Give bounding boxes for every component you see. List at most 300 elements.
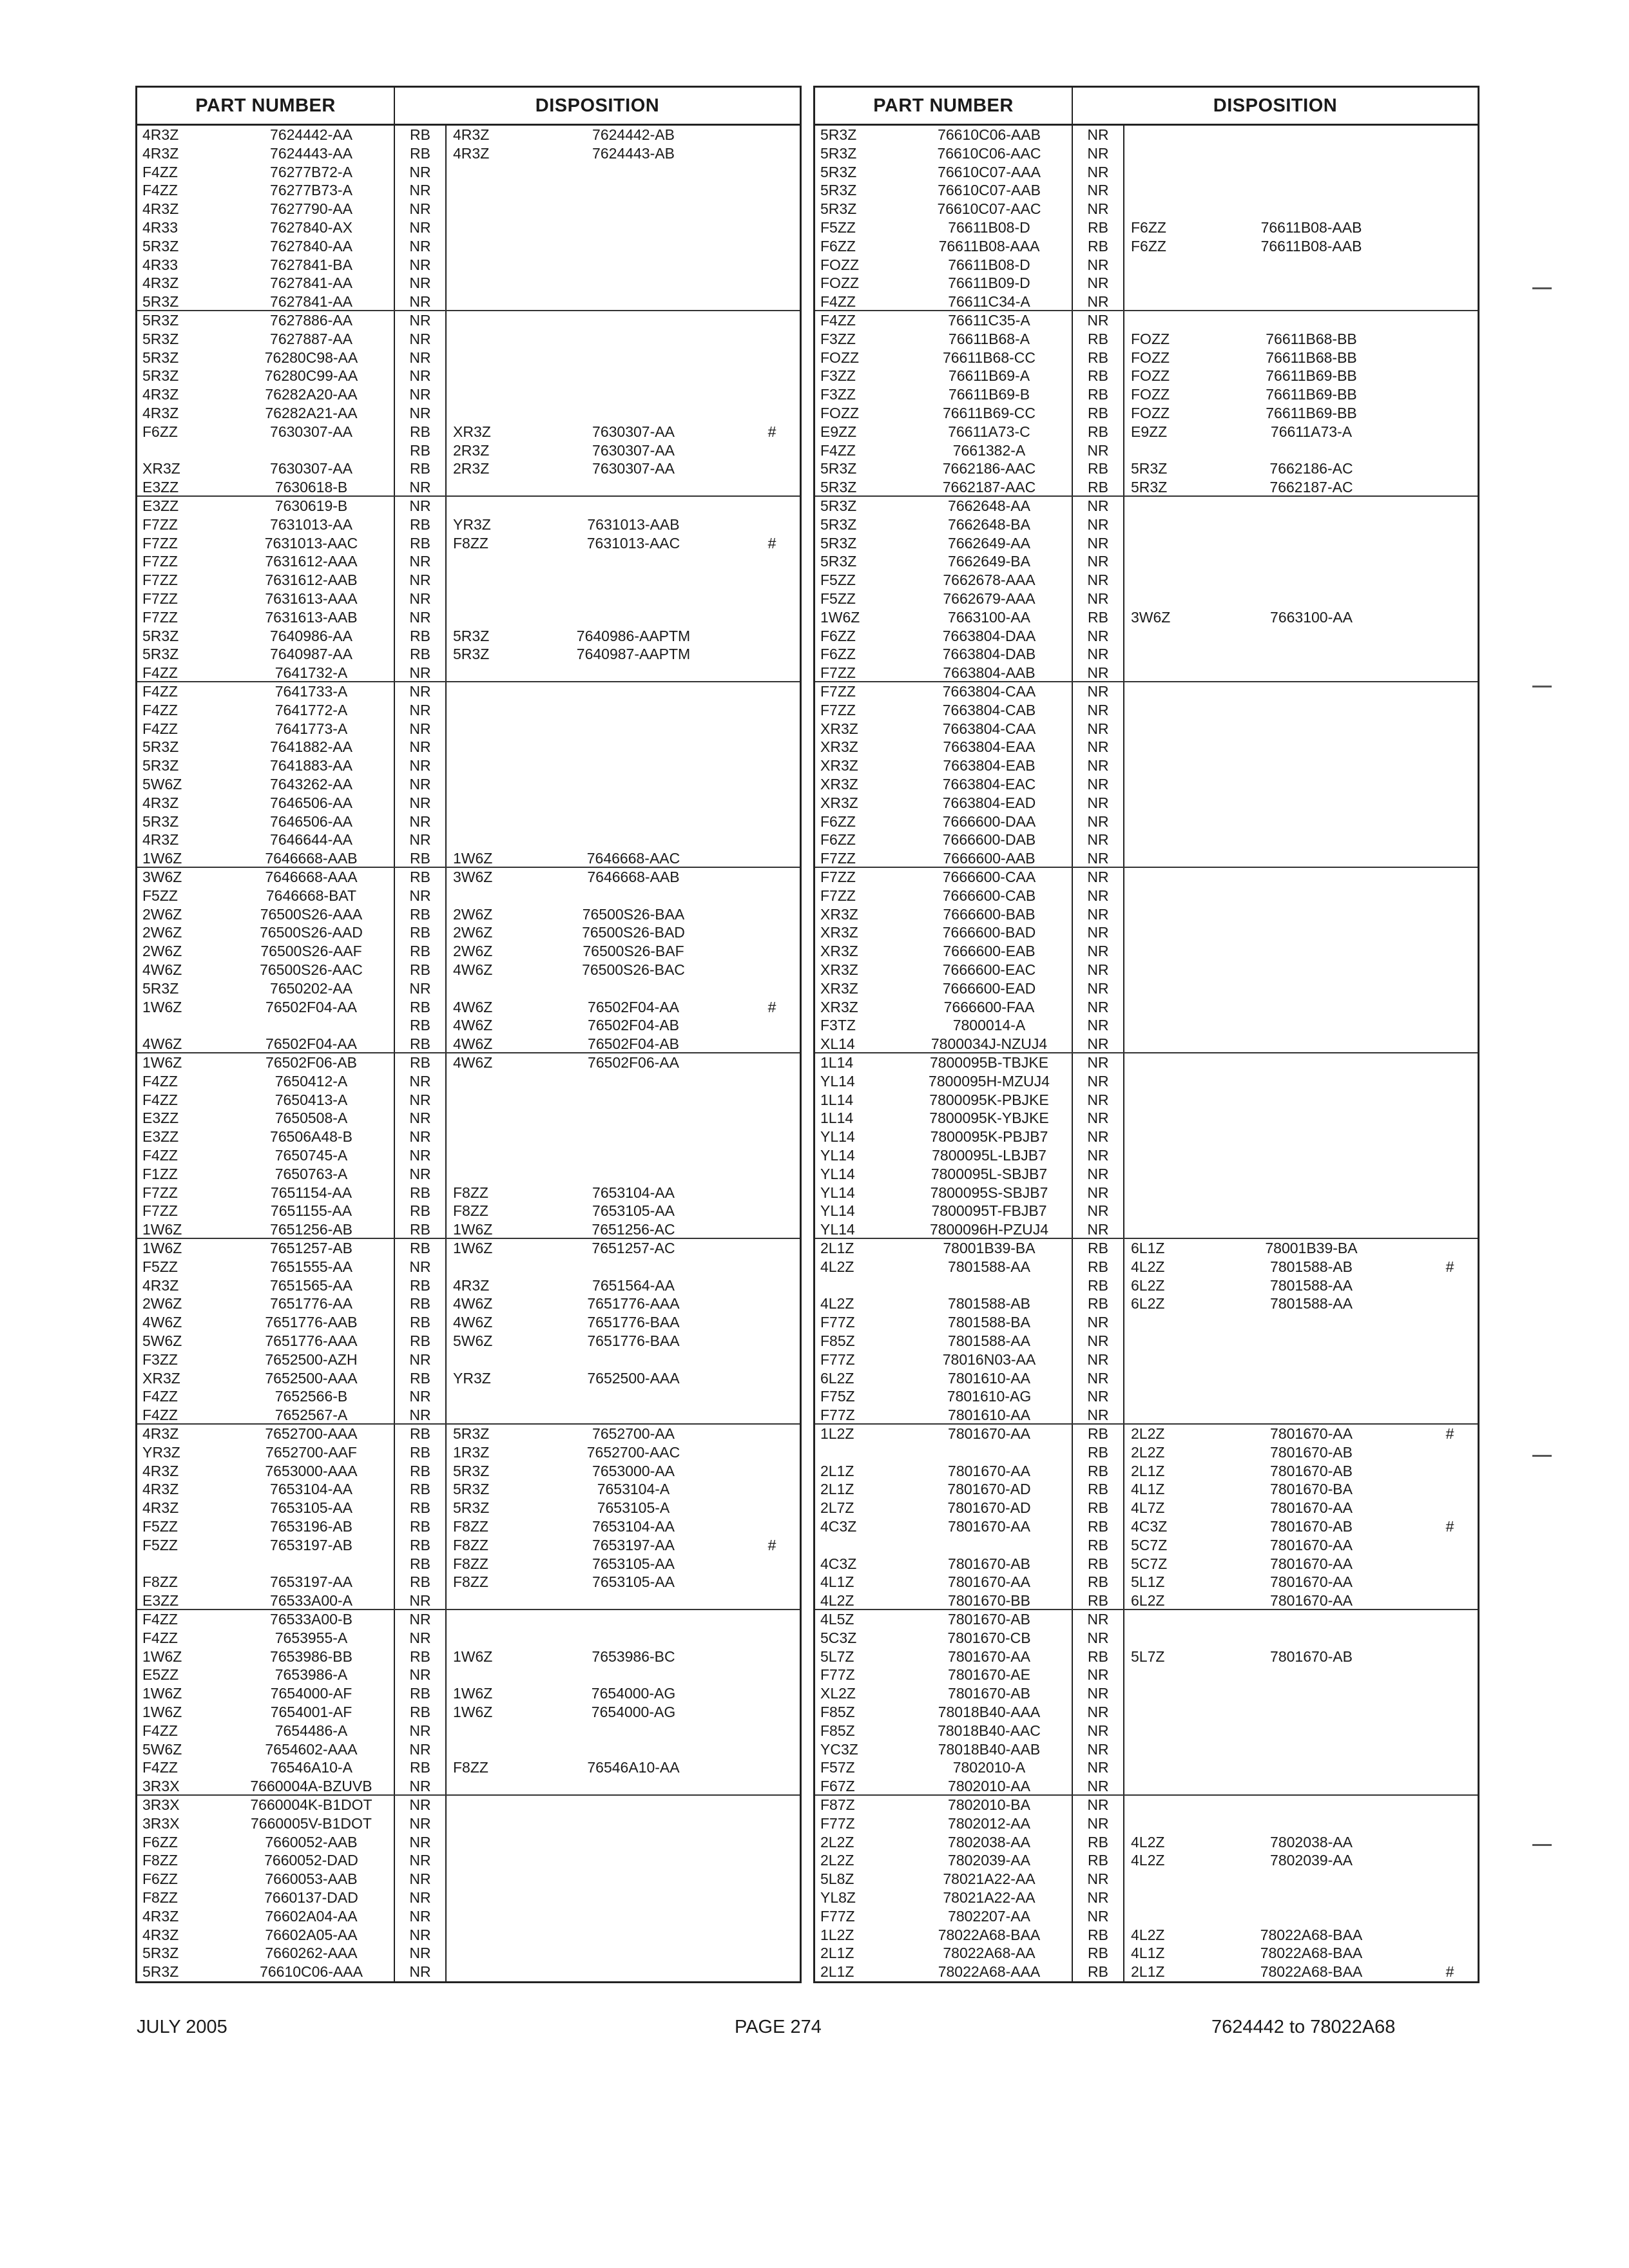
disposition-code: RB bbox=[1088, 404, 1108, 421]
disposition-code: NR bbox=[409, 1945, 431, 1962]
part-prefix: 5R3Z bbox=[142, 979, 179, 997]
part-number: 7653196-AB bbox=[270, 1517, 352, 1535]
disposition-header: DISPOSITION bbox=[1213, 95, 1338, 116]
new-prefix: 1R3Z bbox=[453, 1443, 490, 1461]
part-number: 76502F04-AA bbox=[265, 1035, 357, 1053]
disposition-code: NR bbox=[409, 1072, 431, 1090]
part-number: 7652500-AAA bbox=[265, 1369, 358, 1387]
table-row bbox=[137, 942, 800, 961]
part-prefix: 5R3Z bbox=[142, 237, 179, 255]
table-row bbox=[137, 1443, 800, 1462]
part-prefix: 2W6Z bbox=[142, 1295, 182, 1312]
new-part-number: 7801670-AB bbox=[1270, 1517, 1353, 1535]
part-number: 7630307-AA bbox=[270, 423, 352, 440]
part-prefix: F6ZZ bbox=[820, 812, 856, 830]
disposition-code: NR bbox=[409, 1666, 431, 1684]
disposition-code: NR bbox=[409, 274, 431, 292]
part-number: 76280C99-AA bbox=[264, 367, 358, 385]
table-row bbox=[815, 1814, 1478, 1833]
disposition-code: RB bbox=[410, 1425, 430, 1442]
table-row bbox=[815, 905, 1478, 924]
disposition-code: NR bbox=[1087, 590, 1109, 607]
margin-mark bbox=[1532, 1844, 1552, 1846]
table-row bbox=[137, 1888, 800, 1907]
new-prefix: 2L1Z bbox=[1131, 1462, 1165, 1479]
table-row bbox=[815, 349, 1478, 367]
part-prefix: F7ZZ bbox=[142, 590, 178, 607]
row-group bbox=[815, 1053, 1478, 1239]
table-row bbox=[815, 1944, 1478, 1963]
disposition-code: NR bbox=[1087, 274, 1109, 292]
part-number: 7646668-AAB bbox=[265, 850, 358, 867]
part-number: 7641732-A bbox=[275, 664, 348, 682]
part-prefix: 5R3Z bbox=[820, 553, 857, 570]
new-part-number: 7640986-AAPTM bbox=[576, 627, 691, 644]
disposition-code: RB bbox=[410, 1443, 430, 1461]
disposition-code: NR bbox=[409, 572, 431, 589]
part-number: 7801670-AA bbox=[948, 1425, 1030, 1442]
part-number: 7801670-AB bbox=[948, 1555, 1030, 1572]
part-prefix: F6ZZ bbox=[820, 831, 856, 849]
part-number: 7663804-CAA bbox=[942, 683, 1036, 700]
new-prefix: F8ZZ bbox=[453, 1536, 488, 1553]
disposition-code: NR bbox=[409, 1388, 431, 1405]
table-row bbox=[815, 1888, 1478, 1907]
disposition-code: NR bbox=[409, 386, 431, 403]
disposition-code: NR bbox=[1087, 998, 1109, 1015]
table-row bbox=[815, 1091, 1478, 1110]
part-number: 7666600-EAB bbox=[943, 943, 1036, 960]
table-row bbox=[815, 385, 1478, 404]
part-prefix: F6ZZ bbox=[142, 423, 178, 440]
part-number: 76500S26-AAA bbox=[260, 905, 363, 923]
table-row bbox=[815, 1573, 1478, 1591]
disposition-code: NR bbox=[409, 1833, 431, 1850]
disposition-code: RB bbox=[410, 1221, 430, 1238]
part-number: 7630619-B bbox=[275, 497, 348, 514]
part-number: 76611B69-A bbox=[948, 367, 1030, 385]
part-prefix: F3ZZ bbox=[820, 367, 856, 385]
table-row bbox=[137, 1091, 800, 1110]
part-number: 7646668-BAT bbox=[265, 887, 357, 904]
table-row bbox=[815, 1963, 1478, 1981]
disposition-code: NR bbox=[409, 1611, 431, 1628]
part-number: 76611C35-A bbox=[948, 312, 1030, 329]
part-number: 7662648-BA bbox=[948, 515, 1030, 533]
part-prefix: 4L1Z bbox=[820, 1573, 854, 1591]
new-part-number: 7802039-AA bbox=[1270, 1852, 1353, 1869]
table-row bbox=[137, 998, 800, 1017]
table-row bbox=[815, 1220, 1478, 1239]
part-prefix: 4C3Z bbox=[820, 1517, 857, 1535]
part-number: 7646506-AA bbox=[270, 812, 352, 830]
part-number: 7800095K-YBJKE bbox=[929, 1110, 1049, 1127]
part-number: 7663804-CAA bbox=[942, 720, 1036, 737]
table-row bbox=[137, 534, 800, 553]
disposition-code: NR bbox=[1087, 943, 1109, 960]
new-prefix: 4W6Z bbox=[453, 1054, 493, 1071]
part-number: 76610C07-AAC bbox=[937, 200, 1041, 218]
table-row bbox=[137, 1220, 800, 1239]
table-row bbox=[137, 627, 800, 646]
part-number: 76602A05-AA bbox=[265, 1926, 358, 1943]
part-number: 7663804-EAA bbox=[943, 738, 1036, 756]
disposition-code: NR bbox=[1087, 812, 1109, 830]
disposition-code: NR bbox=[1087, 683, 1109, 700]
new-prefix: 4L2Z bbox=[1131, 1833, 1165, 1850]
disposition-code: NR bbox=[1087, 1685, 1109, 1702]
disposition-code: NR bbox=[1087, 1091, 1109, 1108]
table-row bbox=[137, 961, 800, 979]
new-prefix: F8ZZ bbox=[453, 1202, 488, 1220]
disposition-code: NR bbox=[1087, 1703, 1109, 1720]
disposition-code: NR bbox=[1087, 1054, 1109, 1071]
part-prefix: 5R3Z bbox=[142, 738, 179, 756]
table-row bbox=[137, 1276, 800, 1295]
part-number: 7800095L-LBJB7 bbox=[932, 1146, 1046, 1164]
part-number: 76602A04-AA bbox=[265, 1907, 358, 1925]
disposition-code: NR bbox=[1087, 497, 1109, 514]
table-row bbox=[815, 998, 1478, 1017]
disposition-code: RB bbox=[1088, 1499, 1108, 1517]
new-part-number: 7631013-AAC bbox=[586, 534, 680, 552]
part-number: 7646644-AA bbox=[270, 831, 352, 849]
table-row bbox=[815, 1870, 1478, 1888]
disposition-code: NR bbox=[409, 182, 431, 199]
table-row bbox=[815, 849, 1478, 868]
disposition-code: NR bbox=[409, 312, 431, 329]
part-number: 7653986-A bbox=[275, 1666, 348, 1684]
disposition-code: NR bbox=[1087, 1017, 1109, 1034]
table-row bbox=[137, 293, 800, 311]
table-row bbox=[815, 1072, 1478, 1091]
disposition-code: NR bbox=[1087, 646, 1109, 663]
part-prefix: 4C3Z bbox=[820, 1555, 857, 1572]
table-row bbox=[815, 1629, 1478, 1648]
table-row bbox=[815, 590, 1478, 608]
part-number: 7654001-AF bbox=[270, 1703, 352, 1720]
disposition-code: RB bbox=[1088, 1276, 1108, 1294]
part-number: 7631612-AAA bbox=[265, 553, 358, 570]
new-prefix: 4C3Z bbox=[1131, 1517, 1168, 1535]
new-part-number: 7653104-A bbox=[597, 1481, 670, 1498]
row-group bbox=[815, 1239, 1478, 1425]
table-row bbox=[137, 1406, 800, 1425]
disposition-code: RB bbox=[410, 961, 430, 978]
part-prefix: F7ZZ bbox=[142, 553, 178, 570]
margin-mark bbox=[1532, 287, 1552, 289]
part-prefix: F7ZZ bbox=[820, 869, 856, 885]
new-prefix: 5R3Z bbox=[453, 1462, 490, 1479]
part-number: 7650412-A bbox=[275, 1072, 348, 1090]
part-number: 76500S26-AAC bbox=[260, 961, 363, 978]
disposition-code: NR bbox=[409, 1407, 431, 1424]
part-number: 76502F04-AA bbox=[265, 998, 357, 1015]
part-number: 76500S26-AAF bbox=[260, 943, 362, 960]
part-prefix: 5R3Z bbox=[820, 182, 857, 199]
part-number: 7660004K-B1DOT bbox=[250, 1796, 372, 1813]
note-mark: # bbox=[767, 423, 776, 440]
part-prefix: F4ZZ bbox=[142, 1759, 178, 1776]
table-row bbox=[137, 1146, 800, 1165]
disposition-code: NR bbox=[409, 1110, 431, 1127]
new-part-number: 76500S26-BAA bbox=[582, 905, 685, 923]
part-prefix: 2W6Z bbox=[142, 943, 182, 960]
row-group bbox=[137, 682, 800, 868]
part-prefix: FOZZ bbox=[820, 274, 860, 292]
part-number: 7801588-AA bbox=[948, 1258, 1030, 1275]
part-prefix: F7ZZ bbox=[820, 701, 856, 718]
part-prefix: 3W6Z bbox=[142, 869, 182, 885]
part-prefix: F3TZ bbox=[820, 1017, 856, 1034]
table-row bbox=[815, 1462, 1478, 1481]
part-number: 78021A22-AA bbox=[943, 1888, 1036, 1906]
new-prefix: 1W6Z bbox=[453, 1221, 493, 1238]
part-prefix: FOZZ bbox=[820, 349, 860, 366]
new-part-number: 76611A73-A bbox=[1270, 423, 1353, 440]
new-part-number: 7654000-AG bbox=[591, 1703, 676, 1720]
disposition-code: RB bbox=[1088, 1573, 1108, 1591]
part-prefix: 4L2Z bbox=[820, 1592, 854, 1610]
disposition-code: NR bbox=[409, 330, 431, 347]
new-part-number: 7646668-AAB bbox=[587, 869, 680, 885]
table-row bbox=[815, 701, 1478, 720]
new-part-number: 78022A68-BAA bbox=[1260, 1963, 1363, 1981]
new-prefix: FOZZ bbox=[1131, 404, 1170, 421]
part-prefix: F4ZZ bbox=[820, 441, 856, 459]
disposition-code: NR bbox=[1087, 1778, 1109, 1795]
disposition-code: NR bbox=[409, 218, 431, 236]
disposition-code: NR bbox=[1087, 1888, 1109, 1906]
part-prefix: 5C3Z bbox=[820, 1629, 857, 1646]
table-row bbox=[137, 256, 800, 274]
disposition-code: RB bbox=[410, 1703, 430, 1720]
part-prefix: 5R3Z bbox=[142, 293, 179, 311]
part-number: 7800095H-MZUJ4 bbox=[929, 1072, 1050, 1090]
part-number: 76611B68-CC bbox=[942, 349, 1036, 366]
disposition-code: NR bbox=[1087, 869, 1109, 885]
part-prefix: F4ZZ bbox=[142, 1722, 178, 1739]
new-prefix: 4W6Z bbox=[453, 1035, 493, 1053]
part-prefix: 4L5Z bbox=[820, 1611, 854, 1628]
table-row bbox=[815, 1258, 1478, 1276]
part-prefix: F4ZZ bbox=[142, 664, 178, 682]
part-prefix: 5R3Z bbox=[820, 479, 857, 496]
part-number: 76611B08-D bbox=[948, 218, 1030, 236]
part-prefix: 5R3Z bbox=[142, 330, 179, 347]
table-row bbox=[815, 1703, 1478, 1722]
disposition-code: NR bbox=[409, 1926, 431, 1943]
new-part-number: 7801670-AA bbox=[1270, 1592, 1353, 1610]
part-prefix: 4R3Z bbox=[142, 1462, 179, 1479]
table-row bbox=[815, 218, 1478, 237]
part-prefix: F7ZZ bbox=[142, 515, 178, 533]
table-row bbox=[137, 126, 800, 144]
table-row bbox=[137, 1926, 800, 1945]
disposition-code: RB bbox=[410, 646, 430, 663]
table-row bbox=[137, 1591, 800, 1610]
part-number: 7627790-AA bbox=[270, 200, 352, 218]
table-row bbox=[815, 738, 1478, 756]
disposition-code: NR bbox=[409, 1128, 431, 1146]
new-prefix: F8ZZ bbox=[453, 1759, 488, 1776]
part-number: 7646668-AAA bbox=[265, 869, 358, 885]
table-row bbox=[815, 1443, 1478, 1462]
table-row bbox=[815, 1332, 1478, 1350]
part-number: 7631013-AA bbox=[270, 515, 352, 533]
part-number: 7801670-AE bbox=[948, 1666, 1030, 1684]
note-mark: # bbox=[767, 534, 776, 552]
table-row bbox=[137, 812, 800, 831]
part-number: 7666600-CAA bbox=[942, 869, 1036, 885]
disposition-code: RB bbox=[1088, 1425, 1108, 1442]
part-prefix: 1L2Z bbox=[820, 1926, 854, 1943]
part-prefix: 1W6Z bbox=[142, 1648, 182, 1665]
new-prefix: YR3Z bbox=[453, 1369, 491, 1387]
table-row bbox=[815, 756, 1478, 775]
table-row bbox=[137, 571, 800, 590]
part-number: 7663804-EAD bbox=[942, 794, 1036, 811]
new-prefix: 5R3Z bbox=[453, 1499, 490, 1517]
table-row bbox=[137, 1072, 800, 1091]
disposition-code: NR bbox=[1087, 1146, 1109, 1164]
table-row bbox=[137, 1239, 800, 1258]
table-row bbox=[815, 534, 1478, 553]
part-prefix: 1W6Z bbox=[142, 1685, 182, 1702]
part-number: 7666600-DAB bbox=[942, 831, 1036, 849]
disposition-code: NR bbox=[409, 1091, 431, 1108]
part-number: 7653104-AA bbox=[270, 1481, 352, 1498]
part-prefix: FOZZ bbox=[820, 404, 860, 421]
table-row bbox=[815, 515, 1478, 534]
right-table-body bbox=[815, 126, 1478, 1981]
disposition-code: RB bbox=[1088, 367, 1108, 385]
new-part-number: 7651776-AAA bbox=[587, 1295, 680, 1312]
part-number: 7800095K-PBJB7 bbox=[930, 1128, 1048, 1146]
disposition-code: NR bbox=[409, 664, 431, 682]
table-row bbox=[815, 1758, 1478, 1777]
new-prefix: 5R3Z bbox=[453, 1425, 490, 1442]
new-part-number: 7801670-AA bbox=[1270, 1499, 1353, 1517]
disposition-code: NR bbox=[1087, 1221, 1109, 1238]
part-number: 7624443-AA bbox=[270, 144, 352, 162]
table-row bbox=[137, 423, 800, 441]
new-prefix: F6ZZ bbox=[1131, 237, 1166, 255]
disposition-code: RB bbox=[1088, 1555, 1108, 1572]
disposition-code: RB bbox=[1088, 218, 1108, 236]
part-number: 76610C07-AAB bbox=[938, 182, 1041, 199]
note-mark: # bbox=[1445, 1258, 1454, 1275]
disposition-code: RB bbox=[1088, 386, 1108, 403]
disposition-code: NR bbox=[1087, 312, 1109, 329]
part-number: 7801670-AD bbox=[947, 1499, 1031, 1517]
disposition-code: NR bbox=[1087, 293, 1109, 311]
part-prefix: F5ZZ bbox=[142, 1258, 178, 1275]
part-prefix: F8ZZ bbox=[142, 1888, 178, 1906]
part-number: 7654602-AAA bbox=[265, 1740, 358, 1758]
part-prefix: 4R3Z bbox=[142, 1276, 179, 1294]
disposition-code: NR bbox=[1087, 572, 1109, 589]
part-number: 76610C06-AAC bbox=[937, 144, 1041, 162]
part-prefix: 3R3X bbox=[142, 1796, 180, 1813]
table-row bbox=[815, 1926, 1478, 1945]
disposition-code: RB bbox=[410, 423, 430, 440]
table-row bbox=[137, 1758, 800, 1777]
part-number: 7651155-AA bbox=[270, 1202, 352, 1220]
part-number: 7641733-A bbox=[275, 683, 348, 700]
table-row bbox=[137, 831, 800, 849]
new-part-number: 7801588-AA bbox=[1270, 1295, 1353, 1312]
table-row bbox=[137, 1202, 800, 1220]
part-prefix: 5R3Z bbox=[142, 1945, 179, 1962]
part-prefix: YL14 bbox=[820, 1128, 855, 1146]
part-number: 78022A68-AAA bbox=[938, 1963, 1041, 1981]
table-row bbox=[137, 274, 800, 293]
part-number: 7653197-AA bbox=[270, 1573, 352, 1591]
table-row bbox=[815, 441, 1478, 460]
table-row bbox=[137, 664, 800, 682]
new-part-number: 7801670-AB bbox=[1270, 1462, 1353, 1479]
new-prefix: FOZZ bbox=[1131, 386, 1170, 403]
table-row bbox=[137, 1963, 800, 1981]
row-group bbox=[137, 497, 800, 682]
part-number: 7801610-AA bbox=[948, 1369, 1030, 1387]
new-part-number: 7653105-AA bbox=[592, 1202, 675, 1220]
disposition-code: RB bbox=[410, 1276, 430, 1294]
part-prefix: 5R3Z bbox=[142, 812, 179, 830]
part-number: 76611B09-D bbox=[948, 274, 1030, 292]
table-row bbox=[137, 1350, 800, 1369]
margin-mark bbox=[1532, 686, 1552, 687]
disposition-code: NR bbox=[409, 887, 431, 904]
table-row bbox=[137, 385, 800, 404]
new-part-number: 76611B69-BB bbox=[1266, 386, 1357, 403]
part-prefix: E3ZZ bbox=[142, 1592, 179, 1610]
part-prefix: F77Z bbox=[820, 1814, 855, 1832]
new-prefix: 5R3Z bbox=[453, 646, 490, 663]
disposition-code: RB bbox=[1088, 237, 1108, 255]
margin-mark bbox=[1532, 1455, 1552, 1457]
part-prefix: 4R3Z bbox=[142, 386, 179, 403]
new-prefix: 3W6Z bbox=[1131, 608, 1171, 626]
part-number: 7640987-AA bbox=[270, 646, 352, 663]
table-row bbox=[815, 831, 1478, 849]
part-prefix: F7ZZ bbox=[142, 608, 178, 626]
part-prefix: 4L2Z bbox=[820, 1258, 854, 1275]
part-number: 7650745-A bbox=[275, 1146, 348, 1164]
disposition-code: NR bbox=[409, 349, 431, 366]
part-number: 7660052-AAB bbox=[265, 1833, 358, 1850]
part-prefix: 4R33 bbox=[142, 256, 178, 273]
table-row bbox=[815, 181, 1478, 200]
part-prefix: XR3Z bbox=[820, 757, 858, 774]
part-number-header: PART NUMBER bbox=[137, 88, 395, 124]
part-number: 7641772-A bbox=[275, 701, 348, 718]
disposition-code: NR bbox=[409, 1258, 431, 1275]
part-number: 7801588-BA bbox=[948, 1314, 1030, 1331]
part-number-header: PART NUMBER bbox=[815, 88, 1073, 124]
new-prefix: 4L7Z bbox=[1131, 1499, 1165, 1517]
part-prefix: YL14 bbox=[820, 1221, 855, 1238]
part-number: 7802012-AA bbox=[948, 1814, 1030, 1832]
part-number: 7660052-DAD bbox=[264, 1852, 358, 1869]
disposition-code: RB bbox=[1088, 1926, 1108, 1943]
part-prefix: 5R3Z bbox=[820, 126, 857, 143]
part-prefix: F3ZZ bbox=[820, 386, 856, 403]
table-row bbox=[137, 682, 800, 701]
disposition-code: RB bbox=[410, 1481, 430, 1498]
disposition-code: RB bbox=[410, 850, 430, 867]
